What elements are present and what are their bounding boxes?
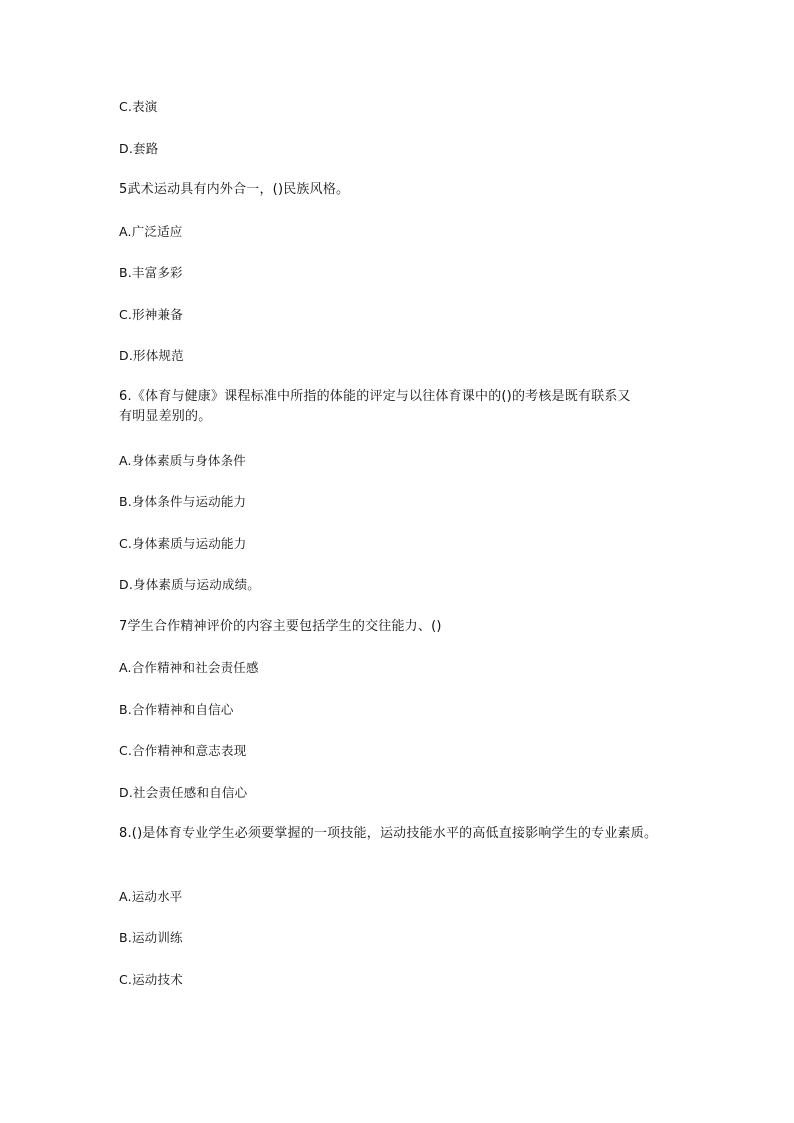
question-6-line-2: 有明显差别的。 — [119, 409, 212, 424]
q6-option-c: C.身体素质与运动能力 — [119, 536, 247, 551]
option-d-routine: D.套路 — [119, 141, 159, 156]
q5-option-b: B.丰富多彩 — [119, 265, 183, 280]
q5-option-c: C.形神兼备 — [119, 307, 183, 322]
q5-option-a: A.广泛适应 — [119, 224, 183, 239]
question-8: 8.()是体育专业学生必须要掌握的一项技能，运动技能水平的高低直接影响学生的专业素质。 — [119, 826, 658, 841]
q5-option-d: D.形体规范 — [119, 348, 184, 363]
q6-option-d: D.身体素质与运动成绩。 — [119, 577, 260, 592]
q7-option-d: D.社会责任感和自信心 — [119, 785, 248, 800]
q7-option-b: B.合作精神和自信心 — [119, 702, 234, 717]
question-6-line-1: 6.《体育与健康》课程标准中所指的体能的评定与以往体育课中的()的考核是既有联系又 — [119, 389, 631, 404]
question-7: 7学生合作精神评价的内容主要包括学生的交往能力、() — [119, 619, 442, 634]
q8-option-c: C.运动技术 — [119, 972, 183, 987]
q8-option-a: A.运动水平 — [119, 889, 183, 904]
q7-option-c: C.合作精神和意志表现 — [119, 743, 247, 758]
q8-option-b: B.运动训练 — [119, 930, 183, 945]
q6-option-a: A.身体素质与身体条件 — [119, 453, 247, 468]
question-5: 5武术运动具有内外合一，()民族风格。 — [119, 182, 350, 197]
option-c-performance: C.表演 — [119, 99, 158, 114]
q7-option-a: A.合作精神和社会责任感 — [119, 660, 259, 675]
q6-option-b: B.身体条件与运动能力 — [119, 494, 247, 509]
